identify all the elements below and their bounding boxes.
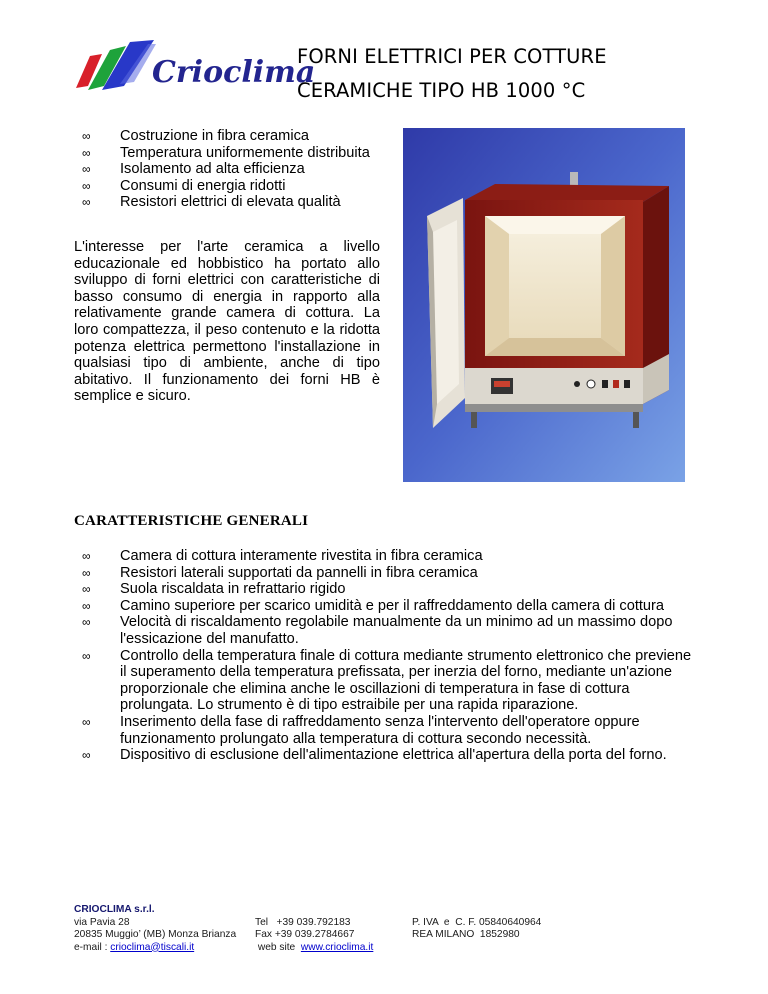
bullet-icon: ∞ — [82, 129, 91, 143]
section-title: CARATTERISTICHE GENERALI — [74, 513, 309, 529]
list-item: ∞ Costruzione in fibra ceramica — [82, 128, 309, 144]
logo-stripes-icon — [76, 40, 156, 90]
footer-email-line: e-mail : crioclima@tiscali.it — [74, 941, 195, 953]
footer-company: CRIOCLIMA s.r.l. — [74, 904, 155, 915]
bullet-icon: ∞ — [82, 549, 91, 563]
bullet-icon: ∞ — [82, 582, 91, 597]
list-item: ∞ Temperatura uniformemente distribuita — [82, 144, 370, 161]
general-features-list — [82, 548, 692, 764]
kiln-photo — [403, 128, 685, 482]
feature-list — [82, 128, 392, 211]
list-item: ∞ Resistori elettrici di elevata qualità — [82, 194, 341, 211]
bullet-icon: ∞ — [82, 162, 91, 177]
bullet-icon: ∞ — [82, 748, 91, 763]
crioclima-logo — [74, 38, 316, 98]
intro-paragraph: L'interesse per l'arte ceramica a livello educazionale ed hobbistico ha portato allo sviluppo di forni elettrici con caratteristiche di basso consumo di energia in rapporto alla relativamente grande camera di cottura. La loro compattezza, il peso contenuto e la ridotta potenza elettrica permettono l'installazione in qualsiasi tipo di ambiente, anche di tipo abitativo. Il funzionamento dei forni HB è semplice e sicuro. — [74, 239, 380, 405]
bullet-icon: ∞ — [82, 598, 91, 613]
list-item: ∞ Isolamento ad alta efficienza — [82, 161, 305, 178]
bullet-icon: ∞ — [82, 615, 91, 630]
title-line-2: CERAMICHE TIPO HB 1000 °C — [297, 79, 586, 102]
website-link[interactable]: www.crioclima.it — [300, 941, 374, 953]
bullet-icon: ∞ — [82, 178, 91, 193]
footer-web-line: web site www.crioclima.it — [255, 941, 374, 953]
footer-rea: REA MILANO 1852980 — [412, 929, 520, 940]
logo-text: Crioclima — [152, 55, 316, 90]
title-line-1: FORNI ELETTRICI PER COTTURE — [297, 45, 607, 68]
list-item: ∞ Inserimento della fase di raffreddamento senza l'intervento dell'operatore oppure funzionamento prolungato alla temperatura di cottura secondo necessità. — [82, 713, 640, 747]
bullet-icon: ∞ — [82, 195, 91, 210]
list-item: ∞ Camera di cottura interamente rivestita in fibra ceramica — [82, 548, 483, 564]
bullet-icon: ∞ — [82, 648, 91, 663]
bullet-icon: ∞ — [82, 714, 91, 729]
bullet-icon: ∞ — [82, 145, 91, 160]
bullet-icon: ∞ — [82, 565, 91, 580]
footer-city: 20835 Muggio’ (MB) Monza Brianza — [74, 929, 237, 940]
footer-fax: Fax +39 039.2784667 — [255, 929, 355, 940]
list-item: ∞ Resistori laterali supportati da pannelli in fibra ceramica — [82, 564, 478, 581]
footer-contacts — [255, 917, 373, 955]
footer-street: via Pavia 28 — [74, 916, 130, 928]
list-item: ∞ Consumi di energia ridotti — [82, 177, 286, 194]
footer-address — [74, 904, 236, 954]
list-item: ∞ Velocità di riscaldamento regolabile manualmente da un minimo ad un massimo dopo l'essicazione del manufatto. — [82, 614, 673, 647]
footer-tel: Tel +39 039.792183 — [255, 916, 351, 928]
footer-piva: P. IVA e C. F. 05840640964 — [412, 916, 542, 928]
email-link[interactable]: crioclima@tiscali.it — [110, 941, 195, 953]
list-item: ∞ Camino superiore per scarico umidità e per il raffreddamento della camera di cottura — [82, 597, 665, 614]
list-item: ∞ Suola riscaldata in refrattario rigido — [82, 581, 346, 598]
list-item: ∞ Controllo della temperatura finale di cottura mediante strumento elettronico che previene il superamento della temperatura prefissata, per inerzia del forno, mediante un'azione proporzionale che elimina anche le oscillazioni di temperatura in fase di cottura prolungata. Lo strumento è di tipo estraibile per una rapida riparazione. — [82, 647, 692, 714]
list-item: ∞ Dispositivo di esclusione dell'alimentazione elettrica all'apertura della porta del forno. — [82, 747, 667, 764]
page-title — [297, 40, 717, 108]
footer-fiscal — [412, 917, 541, 942]
